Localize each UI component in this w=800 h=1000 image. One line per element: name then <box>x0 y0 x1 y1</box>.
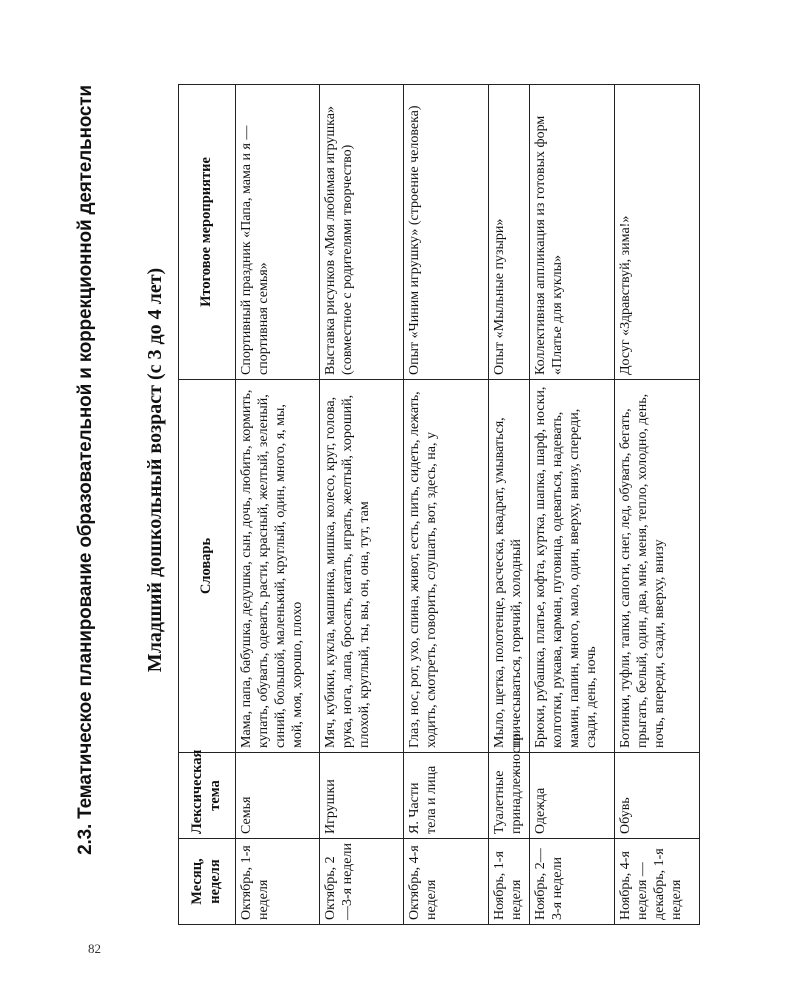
cell-vocab: Брюки, рубашка, платье, кофта, куртка, шапка, шарф, носки, колготки, рукава, карман, пуговица, одеваться, надевать, мамин, папин, много, мало, один, вверху, внизу, спереди, сзади, день, ночь <box>530 380 615 753</box>
cell-month: Октябрь, 2—3-я недели <box>320 839 404 925</box>
cell-event: Спортивный праздник «Папа, мама и я — спортивная семья» <box>236 85 320 380</box>
cell-theme: Я. Части тела и лица <box>404 753 489 839</box>
table-header-row <box>179 85 236 925</box>
header-month: Месяц, неделя <box>179 839 236 925</box>
cell-vocab: Глаз, нос, рот, ухо, спина, живот, есть, пить, сидеть, лежать, ходить, смотреть, говорить, слушать, вот, здесь, на, у <box>404 380 489 753</box>
table-row <box>236 85 320 925</box>
cell-theme: Одежда <box>530 753 615 839</box>
section-title: 2.3. Тематическое планирование образовательной и коррекционной деятельности <box>75 85 96 855</box>
cell-month: Ноябрь, 2—3-я недели <box>530 839 615 925</box>
age-group-subtitle: Младший дошкольный возраст (с 3 до 4 лет) <box>144 267 166 673</box>
cell-event: Досуг «Здравствуй, зима!» <box>615 85 700 380</box>
cell-month: Октябрь, 1-я неделя <box>236 839 320 925</box>
header-event: Итоговое мероприятие <box>179 85 236 380</box>
cell-month: Октябрь, 4-я неделя <box>404 839 489 925</box>
cell-theme: Обувь <box>615 753 700 839</box>
header-vocab: Словарь <box>179 380 236 753</box>
cell-theme: Игрушки <box>320 753 404 839</box>
thematic-plan-table <box>178 84 700 925</box>
cell-theme: Семья <box>236 753 320 839</box>
rotated-content <box>75 15 715 925</box>
cell-vocab: Ботинки, туфли, тапки, сапоги, снег, лед, обувать, бегать, прыгать, белый, один, два, мне, меня, тепло, холодно, день, ночь, впереди, сзади, вверху, внизу <box>615 380 700 753</box>
cell-vocab: Мама, папа, бабушка, дедушка, сын, дочь, любить, кормить, купать, обувать, одевать, расти, красный, желтый, зеленый, синий, большой, маленький, круглый, один, много, я, мы, мой, моя, хорошо, плохо <box>236 380 320 753</box>
cell-month: Ноябрь, 4-я неделя — декабрь, 1-я неделя <box>615 839 700 925</box>
header-theme: Лексическая тема <box>179 753 236 839</box>
table-row <box>404 85 489 925</box>
cell-vocab: Мыло, щетка, полотенце, расческа, квадрат, умываться, причесываться, горячий, холодный <box>489 380 530 753</box>
page-number: 82 <box>88 941 101 956</box>
cell-event: Выставка рисунков «Моя любимая игрушка» (совместное с родителями творчество) <box>320 85 404 380</box>
table-row <box>615 85 700 925</box>
cell-theme: Туалетные принадлежности <box>489 753 530 839</box>
cell-event: Опыт «Мыльные пузыри» <box>489 85 530 380</box>
table-row <box>530 85 615 925</box>
cell-event: Коллективная аппликация из готовых форм «Платье для куклы» <box>530 85 615 380</box>
table-row <box>320 85 404 925</box>
table-row <box>489 85 530 925</box>
cell-vocab: Мяч, кубики, кукла, машинка, мишка, колесо, круг, голова, рука, нога, лапа, бросать, катать, играть, желтый, хороший, плохой, круглый, ты, вы, он, она, тут, там <box>320 380 404 753</box>
cell-event: Опыт «Чиним игрушку» (строение человека) <box>404 85 489 380</box>
cell-month: Ноябрь, 1-я неделя <box>489 839 530 925</box>
